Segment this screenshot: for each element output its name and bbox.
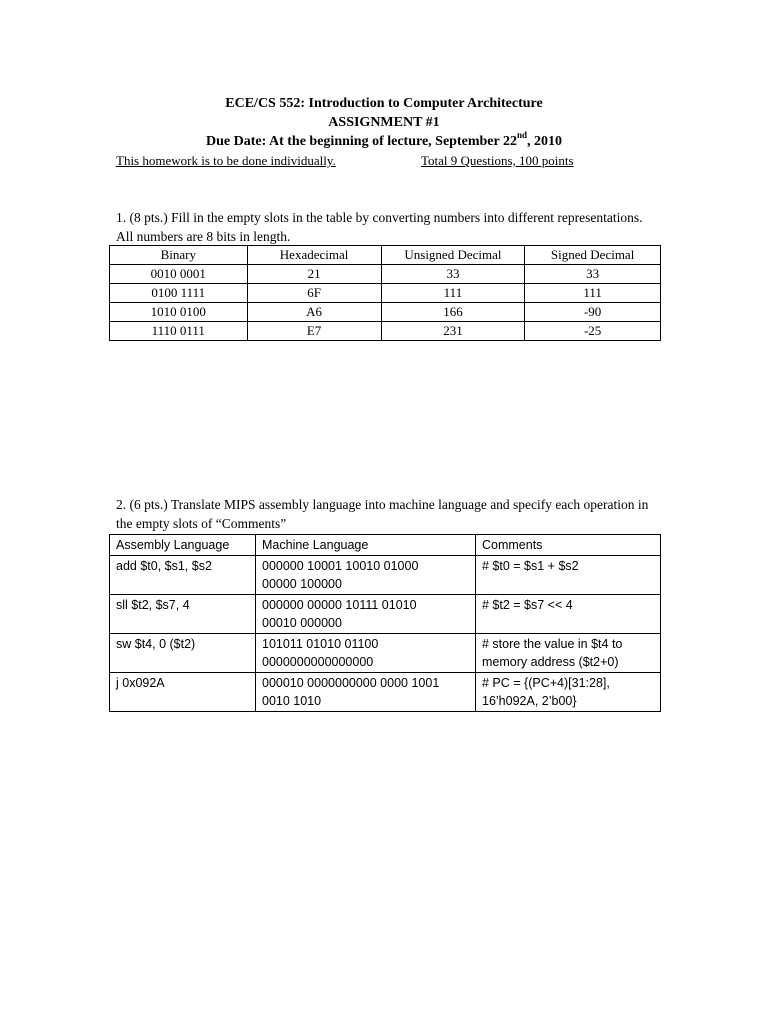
machine-code-cell: 101011 01010 01100 0000000000000000 [256, 634, 476, 673]
assignment-title: ASSIGNMENT #1 [328, 115, 440, 130]
question-2-text: 2. (6 pts.) Translate MIPS assembly language into machine language and specify each operation in the empty slots of “Comments” [116, 497, 649, 531]
table-row [110, 322, 661, 341]
comment-cell: # store the value in $t4 to memory address ($t2+0) [476, 634, 661, 673]
total-note: Total 9 Questions, 100 points [421, 153, 574, 168]
assembly-cell: add $t0, $s1, $s2 [110, 556, 256, 595]
unsigned-cell: 111 [381, 284, 525, 303]
due-date-superscript: nd [516, 130, 527, 141]
due-date [0, 130, 768, 151]
due-date-suffix: , 2010 [526, 134, 562, 149]
header-machine-language: Machine Language [256, 535, 476, 556]
binary-cell: 1110 0111 [110, 322, 248, 341]
table-row [110, 556, 661, 595]
signed-cell: 33 [525, 265, 661, 284]
signed-cell: 111 [525, 284, 661, 303]
table-row [110, 595, 661, 634]
unsigned-cell: 33 [381, 265, 525, 284]
hex-cell: 21 [247, 265, 381, 284]
table-header-row [110, 246, 661, 265]
signed-cell: -25 [525, 322, 661, 341]
assembly-cell: j 0x092A [110, 673, 256, 712]
hex-cell: E7 [247, 322, 381, 341]
question-1-text: 1. (8 pts.) Fill in the empty slots in the table by converting numbers into different representations. All numbers are 8 bits in length. [116, 210, 643, 244]
comment-cell: # $t2 = $s7 << 4 [476, 595, 661, 634]
table-row [110, 673, 661, 712]
due-date-prefix: Due Date: At the beginning of lecture, September 22 [206, 134, 517, 149]
header-binary: Binary [110, 246, 248, 265]
header-unsigned-decimal: Unsigned Decimal [381, 246, 525, 265]
table-row [110, 303, 661, 322]
machine-code-cell: 000000 00000 10111 01010 00010 000000 [256, 595, 476, 634]
binary-cell: 0100 1111 [110, 284, 248, 303]
table-row [110, 265, 661, 284]
machine-code-cell: 000010 0000000000 0000 1001 0010 1010 [256, 673, 476, 712]
assembly-cell: sw $t4, 0 ($t2) [110, 634, 256, 673]
hex-cell: A6 [247, 303, 381, 322]
header-signed-decimal: Signed Decimal [525, 246, 661, 265]
signed-cell: -90 [525, 303, 661, 322]
comment-cell: # PC = {(PC+4)[31:28], 16’h092A, 2’b00} [476, 673, 661, 712]
table-header-row [110, 535, 661, 556]
header-hexadecimal: Hexadecimal [247, 246, 381, 265]
machine-code-cell: 000000 10001 10010 01000 00000 100000 [256, 556, 476, 595]
conversion-table [109, 245, 661, 341]
table-row [110, 634, 661, 673]
header-comments: Comments [476, 535, 661, 556]
course-title: ECE/CS 552: Introduction to Computer Architecture [225, 96, 543, 111]
comment-cell: # $t0 = $s1 + $s2 [476, 556, 661, 595]
assembly-cell: sll $t2, $s7, 4 [110, 595, 256, 634]
binary-cell: 1010 0100 [110, 303, 248, 322]
unsigned-cell: 166 [381, 303, 525, 322]
binary-cell: 0010 0001 [110, 265, 248, 284]
hex-cell: 6F [247, 284, 381, 303]
table-row [110, 284, 661, 303]
unsigned-cell: 231 [381, 322, 525, 341]
header-assembly-language: Assembly Language [110, 535, 256, 556]
mips-table [109, 534, 661, 712]
individual-note: This homework is to be done individually. [116, 153, 336, 168]
